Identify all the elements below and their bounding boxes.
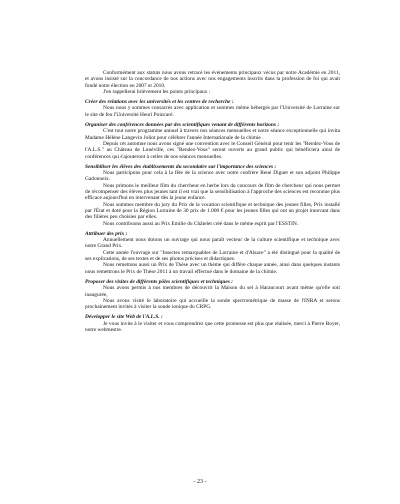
paragraph: Nous remettons aussi un Prix de Thèse avec un thème qui diffère chaque année, ainsi dans quelques instants nous remettrons le Prix de Thèse 2011 à un travail effectué dans le domaine de la chimie. — [85, 262, 340, 275]
section-heading: Proposer des visites de différents pôles scientifiques et techniques : — [85, 278, 233, 285]
page-number: - 23 - — [193, 479, 207, 485]
paragraph: Conformément aux statuts nous avons retracé les événements principaux vécus par notre Académie en 2011, et avons insisté sur la concordance de nos actions avec nos engagements inscrits dans la profession de foi qui avait fondé notre élection en 2007 et 2010. — [85, 70, 340, 89]
section-heading: Développer le site Web de l'A.L.S. : — [85, 314, 163, 321]
paragraph: Nous nous y sommes consacrés avec application et sommes même hébergés par l'Université de Lorraine sur le site de feu l'Université Henri Poincaré. — [85, 105, 340, 118]
paragraph: Je vous invite à le visiter et vous comprendrez que cette promesse est plus que réalisée, merci à Pierre Boyer, notre webmestre. — [85, 320, 340, 333]
section-heading: Attribuer des prix : — [85, 230, 128, 237]
paragraph: Nous avons permis à nos membres de découvrir la Maison du sel à Haraucourt avant même qu'elle soit inaugurée, — [85, 285, 340, 298]
section-heading: Sensibiliser les élèves des établissements du secondaire sur l'importance des sciences : — [85, 163, 277, 170]
paragraph: Nous participons pour cela à la fête de la science avec notre confrère René Diguet et son adjoint Philippe Gadonneix. — [85, 170, 340, 183]
paragraph: Nous avons visité le laboratoire qui accueille la sonde spectrométrique de masse de l'INRA et serons prochainement invités à visiter la sonde ionique du CRPG. — [85, 297, 340, 311]
paragraph: Nous primons le meilleur film du chercheur en herbe lors du concours de film de chercheur qui nous permet de récompenser des élèves plus jeunes tant il est vrai que la sensibilisation à l'approche des sciences est reconnue plus efficace aujourd'hui en intervenant dès la jeune enfance. — [85, 182, 340, 202]
paragraph: Nous contribuons aussi au Prix Emilie du Châtelet créé dans le même esprit par l'ESSTIN. — [103, 220, 299, 227]
paragraph: Annuellement nous dotons un ouvrage qui nous paraît vecteur de la culture scientifique et technique avec notre Grand Prix. — [85, 237, 340, 250]
paragraph: J'en rappellerai brièvement les points principaux : — [103, 88, 211, 95]
paragraph: C'est tout notre programme annuel à travers nos séances mensuelles et notre séance exceptionnelle qui invita Madame Hélène Langevin Joliot pour célébrer l'année Internationale de la chimie . — [85, 128, 340, 141]
section-heading: Organiser des conférences données par des scientifiques venant de différents horizons : — [85, 122, 280, 129]
section-heading: Créer des relations avec les universités et les centres de recherche : — [85, 99, 234, 106]
paragraph: Depuis cet automne nous avons signé une convention avec le Conseil Général pour tenir les "Rendez-Vous de l'A.L.S." au Château de Lunéville, ces "Rendez-Vous" seront ouverts au grand public qui bénéficiera ainsi de conférences qui s'ajouteront à celles de nos séances mensuelles. — [85, 140, 340, 160]
paragraph: Nous sommes membre du jury du Prix de la vocation scientifique et technique des jeunes filles, Prix installé par l'État et doté pour la Région Lorraine de 30 prix de 1.000 € pour les jeunes filles qui ont un projet innovant dans des filières peu choisies par elles. — [85, 201, 340, 221]
paragraph: Cette année l'ouvrage sur "Insectes remarquables de Lorraine et d'Alsace" a été distingué pour la qualité de ses explications, de ses textes et de ses photos précises et didactiques. — [85, 249, 340, 263]
document-body — [85, 70, 340, 333]
